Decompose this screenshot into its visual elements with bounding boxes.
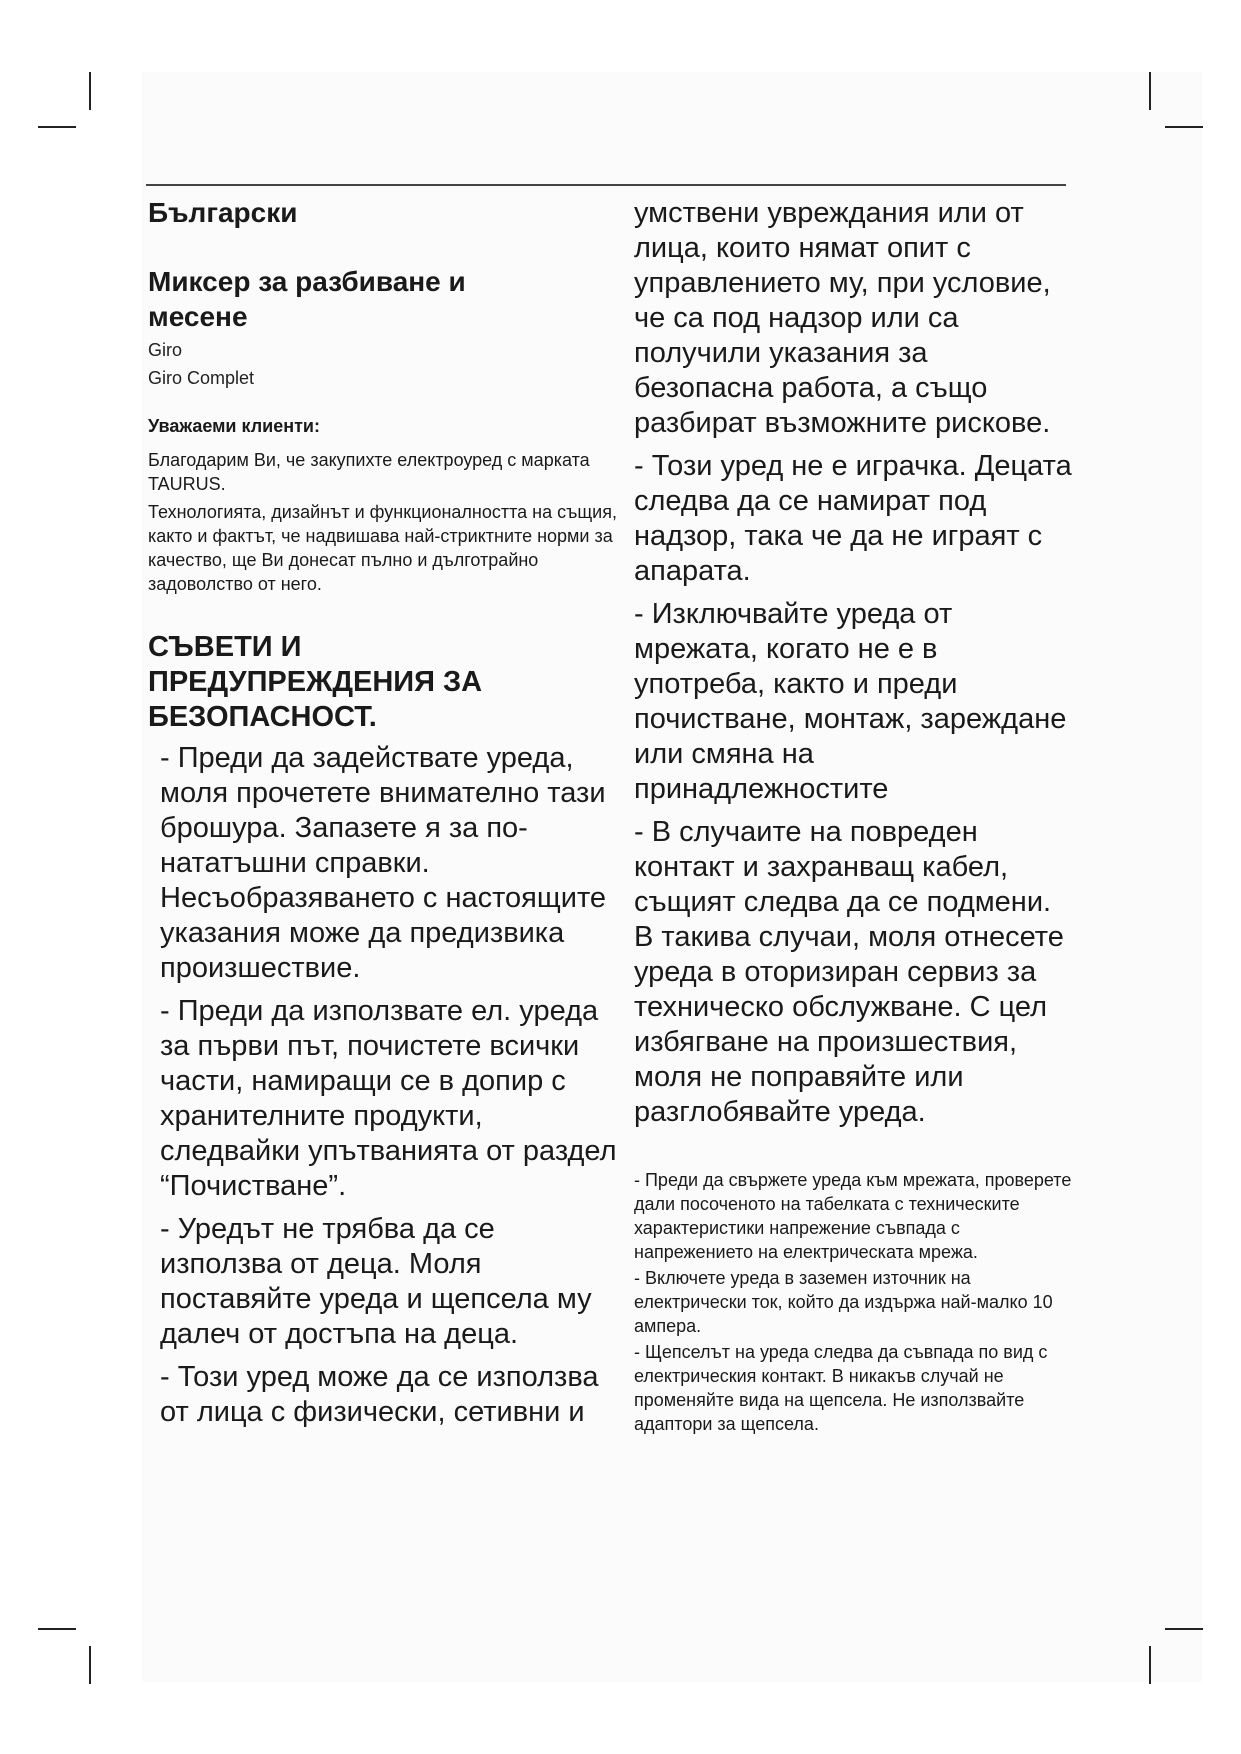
safety-section-title	[148, 630, 618, 735]
safety-title-line-2: ПРЕДУПРЕЖДЕНИЯ ЗА	[148, 666, 483, 698]
safety-item: - В случаите на повреден контакт и захранващ кабел, същият следва да се подмени. В такива случаи, моля отнесете уреда в оторизиран сервиз за техническо обслужване. С цел избягване на произшествия, моля не поправяйте или разглобявайте уреда.	[634, 816, 1064, 1128]
intro-paragraph: Технологията, дизайнът и функционалността на същия, както и фактът, че надвишава най-стриктните норми за качество, ще Ви донесат пълно и дълготрайно задоволство от него.	[148, 502, 617, 594]
left-column	[148, 196, 618, 1438]
crop-mark-bottom-left-horizontal	[38, 1628, 76, 1630]
electrical-notes	[634, 1168, 1074, 1436]
safety-item: - Изключвайте уреда от мрежата, когато не е в употреба, както и преди почистване, монтаж, зареждане или смяна на принадлежностите	[634, 598, 1067, 805]
crop-mark-top-left-horizontal	[38, 126, 76, 128]
greeting: Уважаеми клиенти:	[148, 416, 320, 436]
crop-mark-bottom-right-vertical	[1149, 1646, 1151, 1684]
safety-item: - Преди да задействате уреда, моля прочетете внимателно тази брошура. Запазете я за по-нататъшни справки. Несъобразяването с настоящите указания може да предизвика произшествие.	[160, 742, 607, 984]
model-name: Giro Complet	[148, 368, 255, 388]
safety-item: - Уредът не трябва да се използва от деца. Моля поставяйте уреда и щепсела му далеч от достъпа на деца.	[160, 1213, 592, 1350]
crop-mark-bottom-left-vertical	[89, 1646, 91, 1684]
crop-mark-top-right-vertical	[1149, 72, 1151, 110]
crop-mark-top-right-horizontal	[1165, 126, 1203, 128]
crop-mark-top-left-vertical	[89, 72, 91, 110]
safety-item: - Този уред не е играчка. Децата следва да се намират под надзор, така че да не играят с апарата.	[634, 450, 1072, 587]
header-rule	[146, 184, 1066, 186]
language-heading: Български	[148, 197, 298, 228]
product-title-line-2: месене	[148, 301, 248, 332]
safety-title-line-1: СЪВЕТИ И	[148, 631, 302, 663]
product-title-line-1: Миксер за разбиване и	[148, 266, 466, 297]
safety-item: - Този уред може да се използва от лица с физически, сетивни и	[160, 1361, 599, 1428]
electrical-note: - Преди да свържете уреда към мрежата, проверете дали посоченото на табелката с техническите характеристики напрежение съвпада с напрежението на електрическата мрежа.	[634, 1170, 1072, 1262]
model-name: Giro	[148, 340, 183, 360]
safety-title-line-3: БЕЗОПАСНОСТ.	[148, 701, 377, 733]
model-list	[148, 336, 618, 392]
product-title	[148, 264, 618, 334]
electrical-note: - Щепселът на уреда следва да съвпада по вид с електрическия контакт. В никакъв случай не променяйте вида на щепсела. Не използвайте адаптори за щепсела.	[634, 1342, 1048, 1434]
right-column	[634, 196, 1074, 1438]
intro-paragraph: Благодарим Ви, че закупихте електроуред с марката TAURUS.	[148, 450, 590, 494]
safety-item-continuation: умствени увреждания или от лица, които нямат опит с управлението му, при условие, че са под надзор или са получили указания за безопасна работа, а също разбират възможните рискове.	[634, 197, 1051, 439]
safety-item: - Преди да използвате ел. уреда за първи път, почистете всички части, намиращи се в допир с хранителните продукти, следвайки упътванията от раздел “Почистване”.	[160, 995, 617, 1202]
electrical-note: - Включете уреда в заземен източник на електрически ток, който да издържа най-малко 10 ампера.	[634, 1268, 1053, 1336]
intro-text	[148, 448, 618, 596]
crop-mark-bottom-right-horizontal	[1165, 1628, 1203, 1630]
